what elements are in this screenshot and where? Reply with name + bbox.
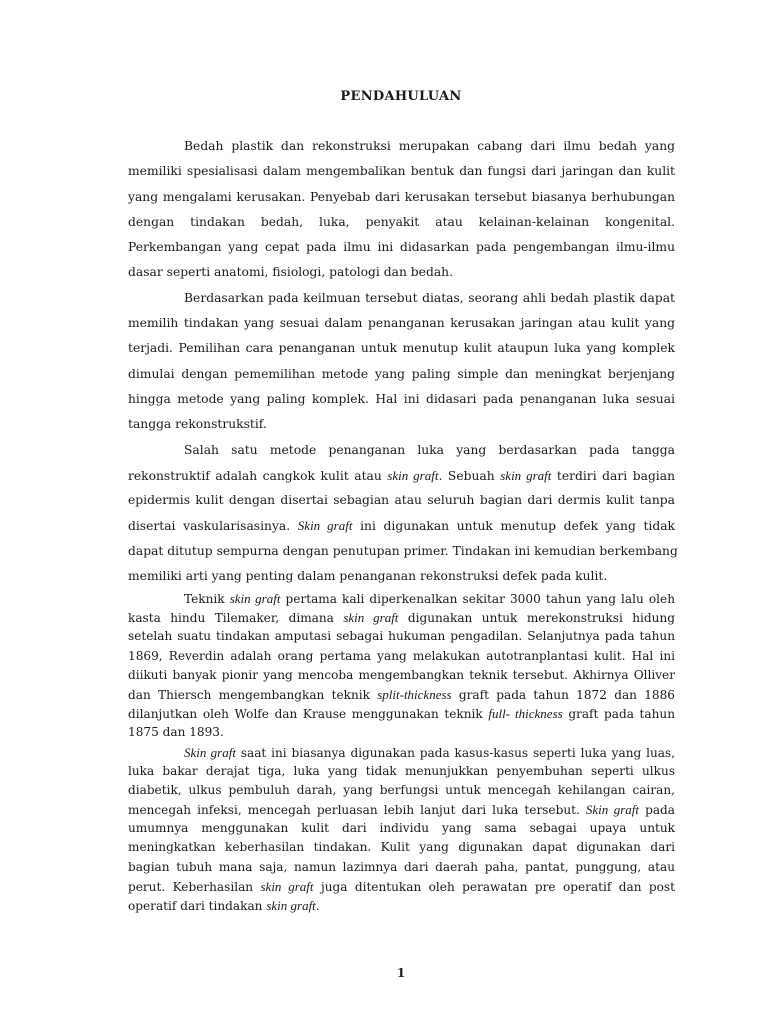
- text-run: graft pada tahun 1872 dan 1886: [451, 687, 675, 702]
- section-single-spaced: [128, 589, 675, 915]
- paragraph-line: [128, 463, 675, 488]
- paragraph-line: [128, 800, 675, 819]
- paragraph-line: dengan tindakan bedah, luka, penyakit atau kelainan-kelainan kongenital.: [128, 214, 675, 229]
- text-run: terdiri dari bagian: [551, 468, 675, 483]
- page-title: PENDAHULUAN: [340, 89, 462, 104]
- text-run: kasta hindu Tilemaker, dimana: [128, 611, 344, 626]
- paragraph-line: memilih tindakan yang sesuai dalam penanganan kerusakan jaringan atau kulit yang: [128, 316, 675, 331]
- italic-term: full- thickness: [488, 706, 563, 722]
- text-run: pertama kali diperkenalkan sekitar 3000 tahun yang lalu oleh: [280, 592, 675, 606]
- paragraph-3: [128, 438, 678, 590]
- paragraph-line: setelah suatu tindakan amputasi sebagai hukuman pengadilan. Selanjutnya pada tahun: [128, 629, 675, 644]
- paragraph-line: Bedah plastik dan rekonstruksi merupakan cabang dari ilmu bedah yang: [184, 139, 675, 153]
- paragraph-line: dimulai dengan pememilihan metode yang paling simple dan meningkat berjenjang: [128, 366, 675, 381]
- italic-term: skin graft: [387, 467, 439, 483]
- text-run: dilanjutkan oleh Wolfe dan Krause menggunakan teknik: [128, 707, 489, 722]
- italic-term: skin graft: [500, 467, 552, 483]
- paragraph-line: Perkembangan yang cepat pada ilmu ini didasarkan pada pengembangan ilmu-ilmu: [128, 240, 675, 255]
- paragraph-line: diikuti banyak pionir yang mencoba mengembangkan teknik tersebut. Akhirnya Olliver: [128, 667, 675, 682]
- paragraph-line: yang mengalami kerusakan. Penyebab dari kerusakan tersebut biasanya berhubungan: [128, 189, 675, 204]
- italic-term: skin graft: [260, 878, 314, 894]
- paragraph-line: memiliki arti yang penting dalam penanganan rekonstruksi defek pada kulit.: [128, 569, 608, 584]
- paragraph-line: umumnya menggunakan kulit dari individu yang sama sebagai upaya untuk: [128, 821, 675, 836]
- text-run: pada: [639, 803, 675, 818]
- section-double-spaced: [128, 134, 678, 589]
- italic-term: Skin graft: [184, 744, 236, 760]
- paragraph-line: [128, 589, 675, 608]
- text-run: rekonstruktif adalah cangkok kulit atau: [128, 468, 388, 483]
- text-run: operatif dari tindakan: [128, 899, 267, 913]
- paragraph-line: [128, 743, 675, 762]
- paragraph-line: Salah satu metode penanganan luka yang berdasarkan pada tangga: [184, 442, 675, 457]
- paragraph-line: Berdasarkan pada keilmuan tersebut diatas, seorang ahli bedah plastik dapat: [184, 290, 675, 305]
- paragraph-line: [128, 877, 675, 896]
- text-run: dan Thiersch mengembangkan teknik: [128, 687, 378, 702]
- paragraph-line: memiliki spesialisasi dalam mengembalikan bentuk dan fungsi dari jaringan dan kulit: [128, 164, 675, 179]
- paragraph-line: [128, 704, 675, 723]
- paragraph-line: bagian tubuh mana saja, namun lazimnya dari daerah paha, pantat, punggung, atau: [128, 859, 675, 874]
- text-run: disertai vaskularisasinya.: [128, 519, 298, 534]
- italic-term: skin graft: [266, 898, 316, 913]
- paragraph-line: meningkatkan keberhasilan tindakan. Kulit yang digunakan dapat digunakan dari: [128, 840, 675, 855]
- text-run: . Sebuah: [438, 468, 501, 483]
- italic-term: split-thickness: [377, 686, 452, 702]
- paragraph-line: [128, 608, 675, 627]
- paragraph-line: [128, 685, 675, 704]
- paragraph-2: [128, 286, 675, 438]
- paragraph-line: [128, 513, 675, 538]
- text-run: mencegah infeksi, mencegah perluasan lebih lanjut dari luka tersebut.: [128, 803, 586, 818]
- italic-term: Skin graft: [585, 802, 640, 818]
- paragraph-line: hingga metode yang paling komplek. Hal ini didasari pada penanganan luka sesuai: [128, 391, 675, 406]
- page-number: 1: [396, 966, 406, 980]
- paragraph-line: tangga rekonstrukstif.: [128, 417, 267, 432]
- text-run: perut. Keberhasilan: [128, 879, 261, 894]
- text-run: .: [315, 899, 320, 913]
- paragraph-line: epidermis kulit dengan disertai sebagian atau seluruh bagian dari dermis kulit tanpa: [128, 493, 675, 508]
- italic-term: Skin graft: [297, 518, 353, 534]
- paragraph-1: [128, 134, 675, 286]
- paragraph-5: [128, 743, 675, 916]
- paragraph-line: 1875 dan 1893.: [128, 725, 224, 740]
- text-run: Teknik: [184, 592, 230, 606]
- paragraph-4: [128, 589, 675, 743]
- paragraph-line: [128, 896, 675, 915]
- text-run: juga ditentukan oleh perawatan pre operatif dan post: [313, 879, 675, 894]
- italic-term: skin graft: [343, 610, 399, 626]
- text-run: saat ini biasanya digunakan pada kasus-kasus seperti luka yang luas,: [235, 745, 675, 760]
- paragraph-line: 1869, Reverdin adalah orang pertama yang melakukan autotranplantasi kulit. Hal ini: [128, 648, 675, 663]
- text-run: graft pada tahun: [562, 707, 675, 722]
- text-run: digunakan untuk merekonstruksi hidung: [398, 611, 675, 626]
- text-run: ini digunakan untuk menutup defek yang tidak: [352, 519, 675, 534]
- paragraph-line: diabetik, ulkus pembuluh darah, yang berfungsi untuk mencegah kehilangan cairan,: [128, 782, 675, 797]
- paragraph-line: luka bakar derajat tiga, luka yang tidak menunjukkan penyembuhan seperti ulkus: [128, 763, 675, 778]
- paragraph-line: terjadi. Pemilihan cara penanganan untuk menutup kulit ataupun luka yang komplek: [128, 341, 675, 356]
- italic-term: skin graft: [229, 591, 281, 606]
- paragraph-line: dapat ditutup sempurna dengan penutupan primer. Tindakan ini kemudian berkembang: [128, 543, 678, 558]
- paragraph-line: dasar seperti anatomi, fisiologi, patologi dan bedah.: [128, 265, 453, 280]
